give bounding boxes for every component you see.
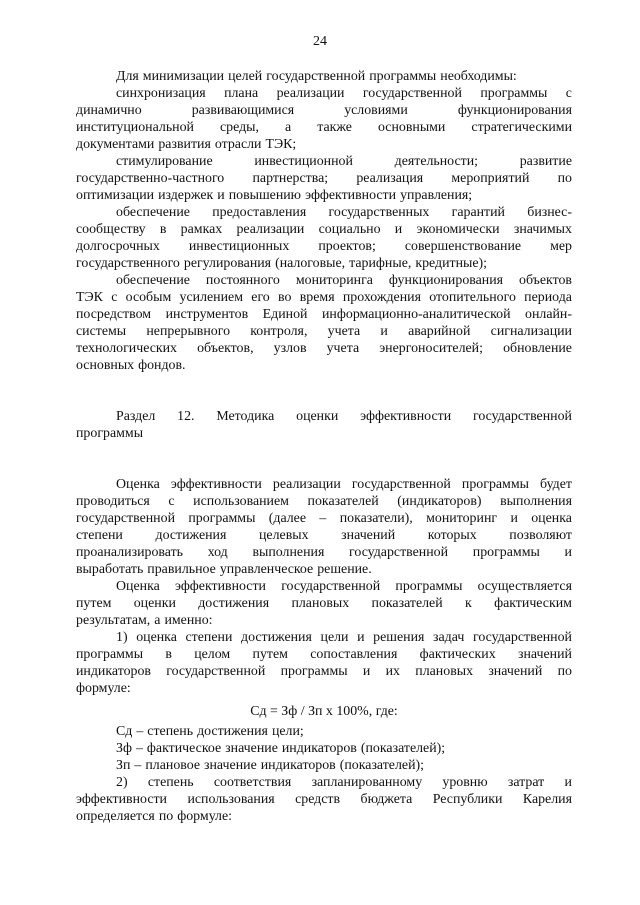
paragraph-evaluation (76, 476, 572, 578)
text-line: динамично развивающимися условиями функционирования (76, 103, 572, 118)
paragraph-item-guarantees (76, 204, 572, 272)
text-line: определяется по формуле: (76, 809, 232, 824)
paragraph-item-sync (76, 85, 572, 153)
text-line: эффективности использования средств бюджета Республики Карелия (76, 792, 572, 807)
text-line: государственной программы (далее – показатели), мониторинг и оценка (76, 511, 572, 526)
text-line: выработать правильное управленческое решение. (76, 562, 372, 577)
paragraph-legend-zf (76, 740, 572, 757)
text-line: проанализировать ход выполнения государственной программы и (76, 545, 572, 560)
paragraph-legend-zp (76, 757, 572, 774)
text-line: индикаторов государственной программы и их плановых значений по (76, 664, 572, 679)
paragraph-step-1 (76, 629, 572, 697)
text-line: обеспечение предоставления государственных гарантий бизнес- (116, 205, 572, 220)
text-line: стимулирование инвестиционной деятельности; развитие (116, 154, 572, 169)
text-line: государственно-частного партнерства; реализация мероприятий по (76, 171, 572, 186)
text-line: программы в целом путем сопоставления фактических значений (76, 647, 572, 662)
text-line: основных фондов. (76, 358, 186, 373)
paragraph-evaluation-method (76, 578, 572, 629)
text-line: документами развития отрасли ТЭК; (76, 137, 297, 152)
text-line: формуле: (76, 681, 131, 696)
page-number: 24 (313, 34, 327, 49)
paragraph-item-investment (76, 153, 572, 204)
spacer (76, 391, 572, 408)
text-line: ТЭК с особым усилением его во время прохождения отопительного периода (76, 290, 572, 305)
text-line: результатам, а именно: (76, 613, 213, 628)
text-line: путем оценки достижения плановых показателей к фактическим (76, 596, 572, 611)
spacer (76, 459, 572, 476)
paragraph-intro (76, 68, 572, 85)
text-line: Зп – плановое значение индикаторов (показателей); (116, 758, 424, 773)
paragraph-legend-cd (76, 723, 572, 740)
text-line: Оценка эффективности реализации государственной программы будет (116, 477, 572, 492)
text-line: институциональной среды, а также основными стратегическими (76, 120, 572, 135)
text-line: посредством инструментов Единой информационно-аналитической онлайн- (76, 307, 572, 322)
text-line: степени достижения целевых значений которых позволяют (76, 528, 572, 543)
text-line: Оценка эффективности государственной программы осуществляется (116, 579, 572, 594)
document-body (76, 68, 572, 825)
text-line: Зф – фактическое значение индикаторов (показателей); (116, 741, 446, 756)
text-line: 1) оценка степени достижения цели и решения задач государственной (116, 630, 572, 645)
text-line: системы непрерывного контроля, учета и аварийной сигнализации (76, 324, 572, 339)
text-line: синхронизация плана реализации государственной программы с (116, 86, 572, 101)
spacer (76, 442, 572, 459)
text-line: технологических объектов, узлов учета энергоносителей; обновление (76, 341, 572, 356)
text-line: 2) степень соответствия запланированному уровню затрат и (116, 775, 572, 790)
text-line: государственного регулирования (налоговые, тарифные, кредитные); (76, 256, 488, 271)
text-line: Сд – степень достижения цели; (116, 724, 304, 739)
paragraph-section-heading (76, 408, 572, 442)
text-line: долгосрочных инвестиционных проектов; совершенствование мер (76, 239, 572, 254)
text-line: Раздел 12. Методика оценки эффективности государственной (116, 409, 572, 424)
text-line: сообществу в рамках реализации социально и экономически значимых (76, 222, 572, 237)
paragraph-item-monitoring (76, 272, 572, 374)
spacer (76, 374, 572, 391)
text-line: Для минимизации целей государственной программы необходимы: (116, 69, 517, 84)
text-line: программы (76, 426, 144, 441)
text-line: проводиться с использованием показателей (индикаторов) выполнения (76, 494, 572, 509)
text-line: оптимизации издержек и повышению эффективности управления; (76, 188, 473, 203)
formula: Сд = Зф / Зп х 100%, где: (250, 704, 398, 719)
text-line: обеспечение постоянного мониторинга функционирования объектов (116, 273, 572, 288)
paragraph-step-2 (76, 774, 572, 825)
